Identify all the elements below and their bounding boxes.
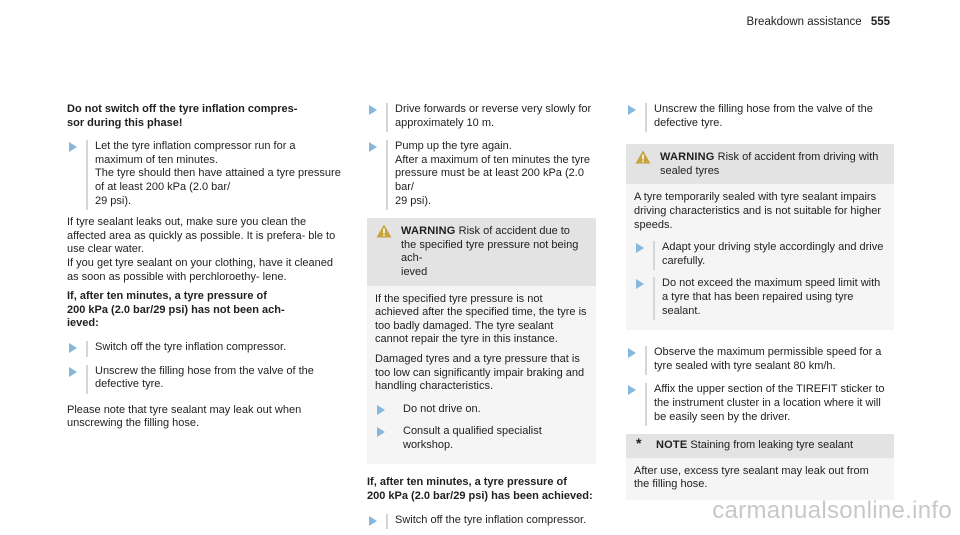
arrow-bullet-icon xyxy=(377,405,385,415)
note-text: After use, excess tyre sealant may leak out from the filling hose. xyxy=(634,464,869,491)
step-text: Let the tyre inflation compressor run for a maximum of ten minutes. The tyre should then have attained a tyre pressure of at least 200 kPa (2.0 bar/ 29 psi). xyxy=(95,140,341,207)
warning-keyword: WARNING xyxy=(401,225,456,238)
note-keyword: NOTE xyxy=(656,439,688,452)
warning-title: Risk of accident from driving with sealed tyres xyxy=(660,151,879,177)
step-text: Consult a qualified specialist workshop. xyxy=(403,425,542,451)
step-unscrew-hose xyxy=(67,365,343,392)
warning-triangle-icon xyxy=(376,224,392,238)
column-1 xyxy=(67,103,343,431)
arrow-bullet-icon xyxy=(628,385,636,395)
step-text: Unscrew the filling hose from the valve of the defective tyre. xyxy=(95,364,314,391)
column-2 xyxy=(367,103,596,535)
arrow-bullet-icon xyxy=(377,427,385,437)
warning-triangle-icon xyxy=(635,150,651,164)
arrow-bullet-icon xyxy=(369,516,377,526)
heading-pressure-not-achieved: If, after ten minutes, a tyre pressure of 200 kPa (2.0 bar/29 psi) has not been ach- ieved: xyxy=(67,290,285,330)
step-consult-workshop xyxy=(375,425,588,452)
step-text: Drive forwards or reverse very slowly for approximately 10 m. xyxy=(395,103,592,129)
page-header xyxy=(747,16,890,28)
heading-pressure-achieved: If, after ten minutes, a tyre pressure of 200 kPa (2.0 bar/29 psi) has been achieved: xyxy=(367,476,593,503)
arrow-bullet-icon xyxy=(69,142,77,152)
step-text: Unscrew the filling hose from the valve of the defective tyre. xyxy=(654,103,873,129)
note-body xyxy=(626,458,894,500)
note-box xyxy=(626,434,894,500)
arrow-bullet-icon xyxy=(628,105,636,115)
step-switch-off-compressor xyxy=(67,341,343,355)
warning-text: Damaged tyres and a tyre pressure that is too low can significantly impair braking and handling characteristics. xyxy=(375,352,585,393)
page-number: 555 xyxy=(870,16,890,28)
arrow-bullet-icon xyxy=(369,105,377,115)
warning-body xyxy=(626,184,894,330)
column-3 xyxy=(626,103,894,510)
step-text: Switch off the tyre inflation compressor. xyxy=(395,513,587,526)
step-pump-up-again xyxy=(367,140,596,208)
step-let-compressor-run xyxy=(67,140,343,208)
arrow-bullet-icon xyxy=(69,367,77,377)
warning-text: A tyre temporarily sealed with tyre sealant impairs driving characteristics and is not suitable for higher speeds. xyxy=(634,191,882,231)
step-do-not-drive xyxy=(375,403,588,417)
arrow-bullet-icon xyxy=(636,243,644,253)
note-header xyxy=(626,434,894,458)
step-drive-slowly xyxy=(367,103,596,130)
asterisk-icon: * xyxy=(636,435,642,452)
arrow-bullet-icon xyxy=(636,279,644,289)
step-text: Affix the upper section of the TIREFIT sticker to the instrument cluster in a location where it will be easily seen by the driver. xyxy=(654,383,885,423)
warning-box xyxy=(626,144,894,330)
step-text: Do not exceed the maximum speed limit with a tyre that has been repaired using tyre sealant. xyxy=(662,277,881,317)
warning-keyword: WARNING xyxy=(660,151,715,164)
arrow-bullet-icon xyxy=(628,348,636,358)
note-title: Staining from leaking tyre sealant xyxy=(687,439,854,452)
paragraph-sealant-leaks: If tyre sealant leaks out, make sure you clean the affected area as quickly as possible. It is prefera- ble to use clear water. xyxy=(67,216,336,256)
paragraph-sealant-clothing: If you get tyre sealant on your clothing, have it cleaned as soon as possible with perchloroethy- lene. xyxy=(67,256,333,283)
watermark-text: carmanualsonline.info xyxy=(712,497,952,524)
step-affix-sticker xyxy=(626,383,894,424)
step-text: Switch off the tyre inflation compressor. xyxy=(95,340,287,353)
warning-header xyxy=(626,144,894,184)
step-unscrew-hose xyxy=(626,103,894,130)
paragraph-leak-when-unscrewing: Please note that tyre sealant may leak out when unscrewing the filling hose. xyxy=(67,403,302,430)
warning-text: If the specified tyre pressure is not achieved after the specified time, the tyre is too badly damaged. The tyre sealant cannot repair the tyre in this instance. xyxy=(375,292,587,346)
arrow-bullet-icon xyxy=(369,142,377,152)
warning-body xyxy=(367,286,596,465)
step-do-not-exceed-speed xyxy=(634,277,886,318)
step-observe-speed xyxy=(626,346,894,373)
step-text: Adapt your driving style accordingly and drive carefully. xyxy=(662,241,884,267)
warning-title: Risk of accident due to the specified tyre pressure not being ach- ieved xyxy=(401,225,579,278)
warning-box xyxy=(367,218,596,464)
step-text: Do not drive on. xyxy=(403,402,481,415)
step-switch-off-compressor xyxy=(367,514,596,528)
arrow-bullet-icon xyxy=(69,343,77,353)
step-text: Pump up the tyre again. After a maximum of ten minutes the tyre pressure must be at least 200 kPa (2.0 bar/ 29 psi). xyxy=(395,140,591,207)
step-adapt-driving xyxy=(634,241,886,268)
section-title: Breakdown assistance xyxy=(746,16,862,28)
warning-header xyxy=(367,218,596,285)
heading-do-not-switch-off: Do not switch off the tyre inflation compres- sor during this phase! xyxy=(67,103,298,129)
step-text: Observe the maximum permissible speed for a tyre sealed with tyre sealant 80 km/h. xyxy=(654,346,882,372)
